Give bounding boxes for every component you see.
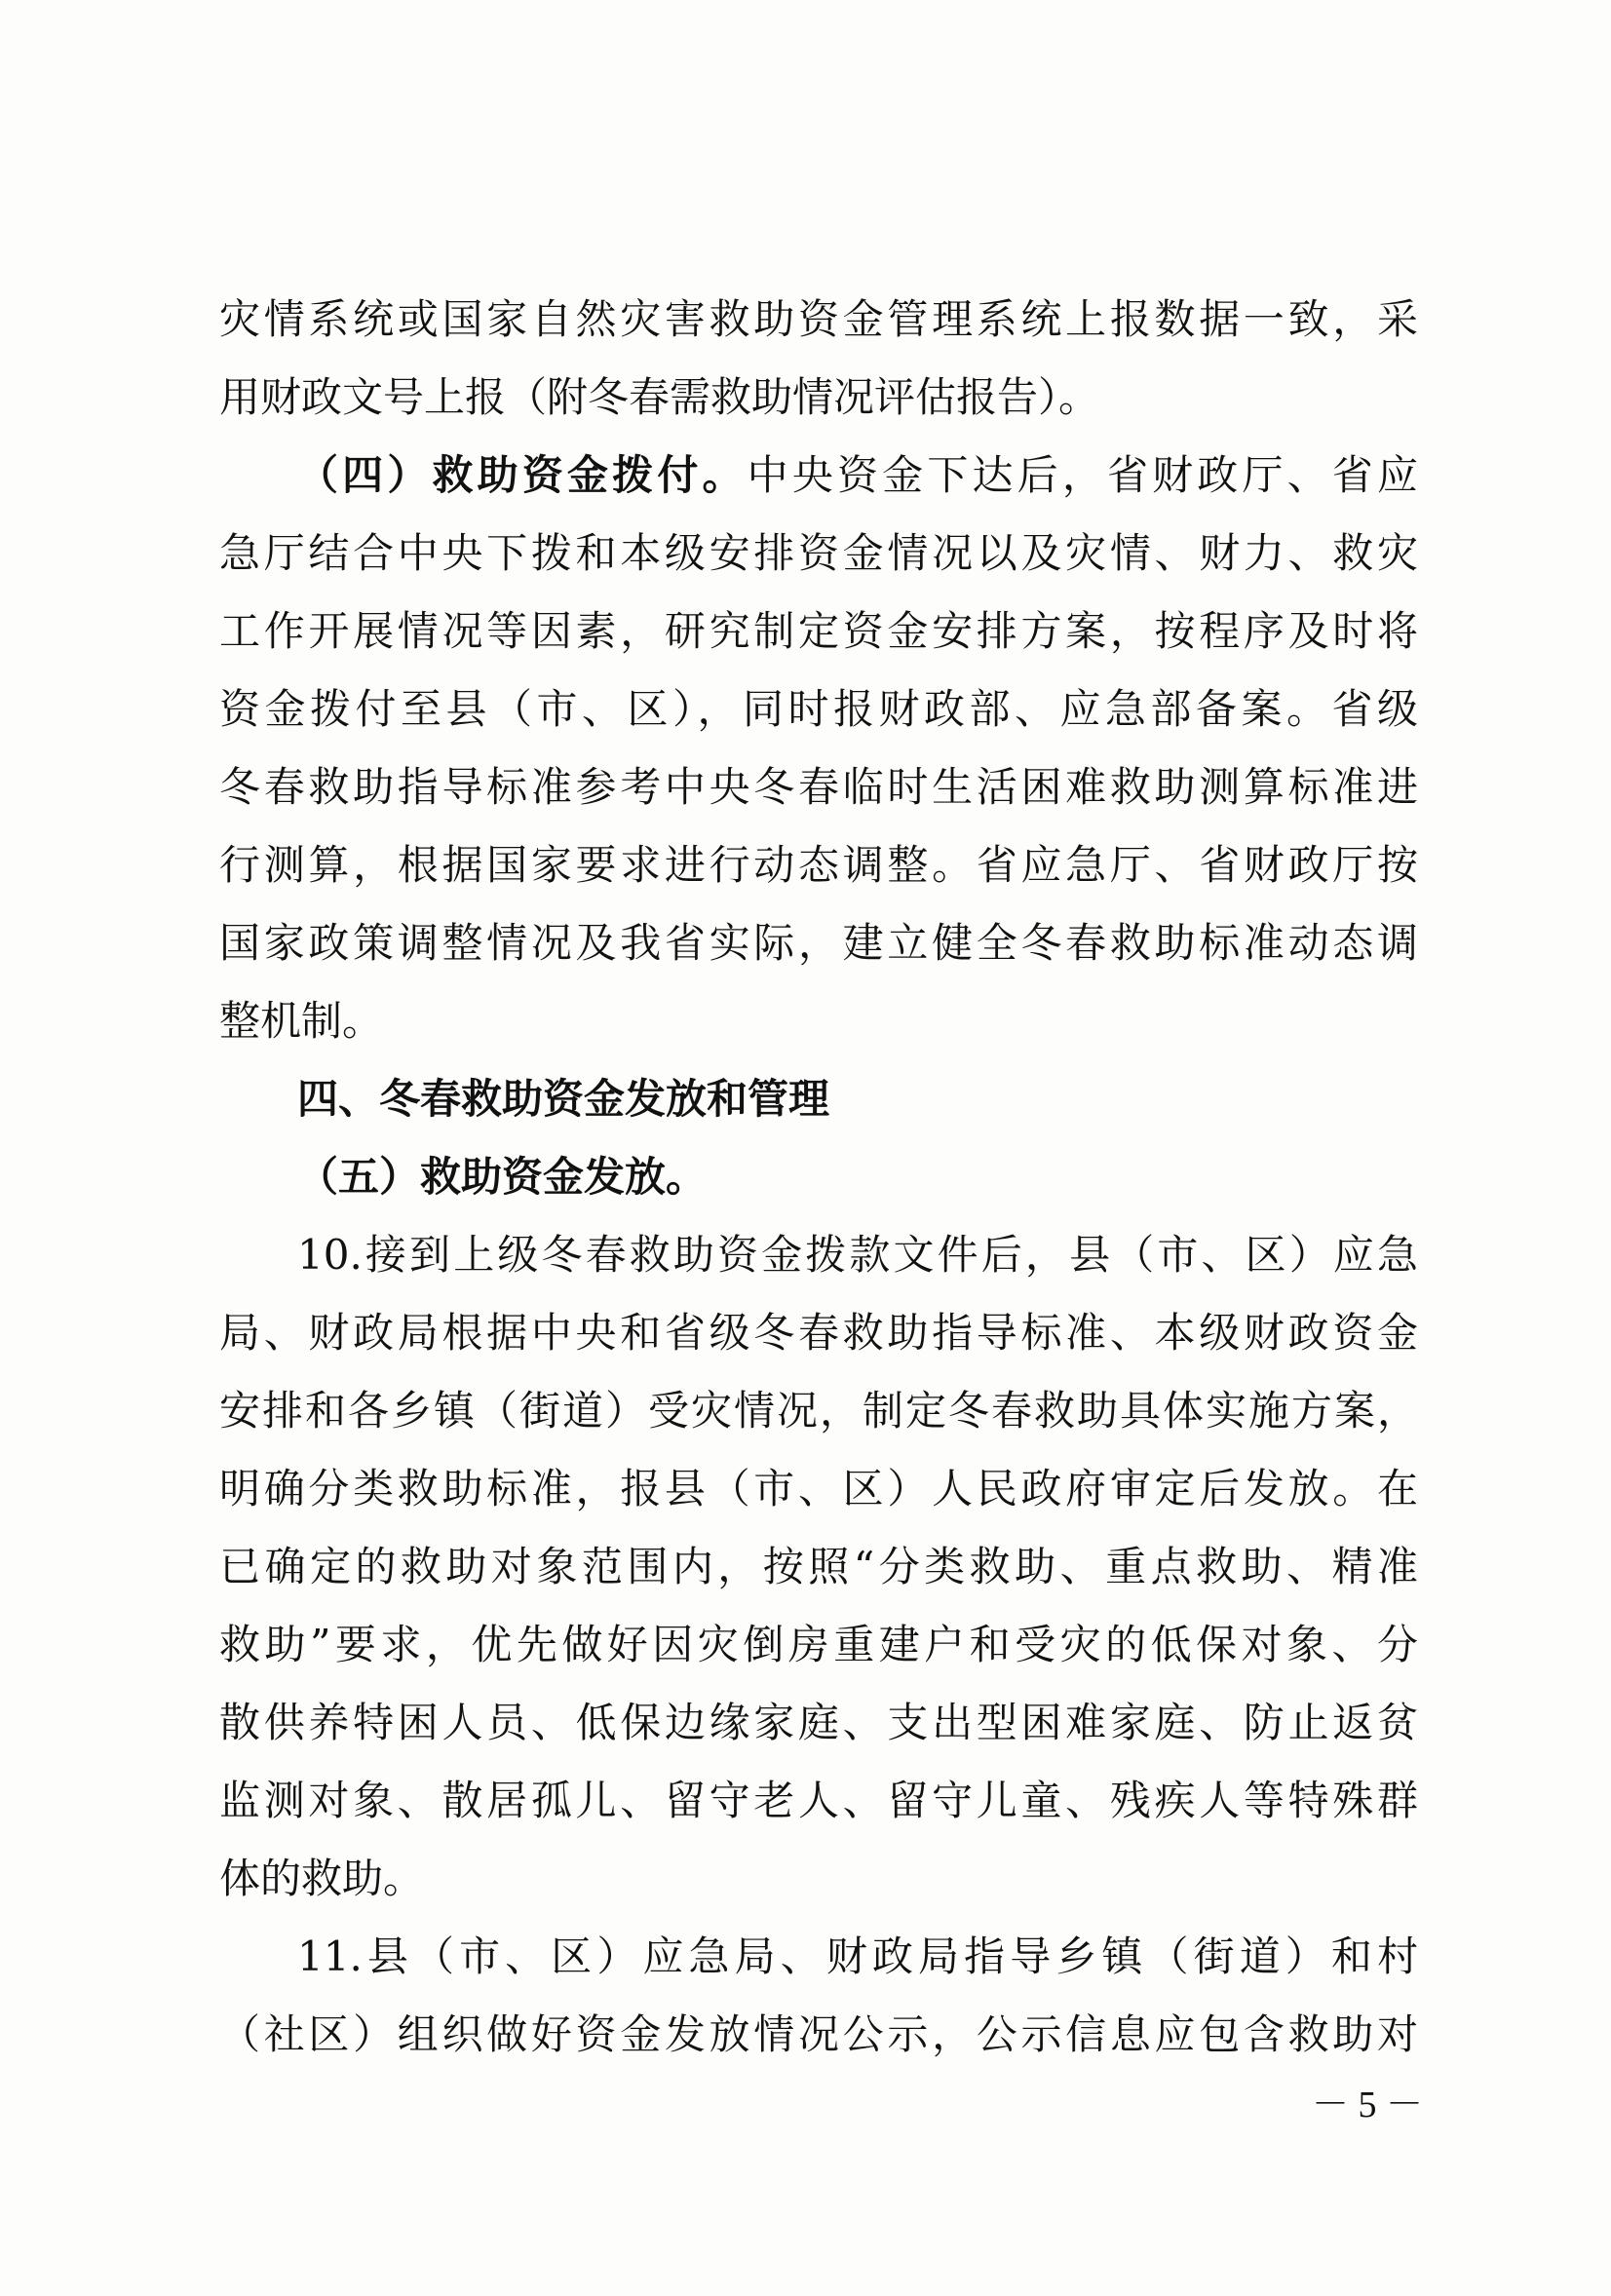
- paragraph-4-first-line: [297, 446, 1418, 505]
- page-number: － 5 －: [1311, 2085, 1423, 2125]
- item-10-first-line: 10.接到上级冬春救助资金拨款文件后，县（市、区）应急: [297, 1231, 1418, 1279]
- text-line: 用财政文号上报（附冬春需救助情况评估报告）。: [219, 373, 1100, 421]
- text-line: 行测算，根据国家要求进行动态调整。省应急厅、省财政厅按: [219, 841, 1418, 889]
- text-line: 灾情系统或国家自然灾害救助资金管理系统上报数据一致，采: [219, 295, 1418, 343]
- text-line: 资金拨付至县（市、区），同时报财政部、应急部备案。省级: [219, 685, 1418, 733]
- sub-heading: （五）救助资金发放。: [297, 1153, 708, 1201]
- text-line: 明确分类救助标准，报县（市、区）人民政府审定后发放。在: [219, 1465, 1418, 1512]
- text-line: 局、财政局根据中央和省级冬春救助指导标准、本级财政资金: [219, 1309, 1418, 1357]
- text-line: 救助”要求，优先做好因灾倒房重建户和受灾的低保对象、分: [219, 1621, 1418, 1668]
- text-line: 急厅结合中央下拨和本级安排资金情况以及灾情、财力、救灾: [219, 529, 1418, 577]
- item-11-first-line: 11.县（市、区）应急局、财政局指导乡镇（街道）和村: [297, 1932, 1418, 1980]
- paragraph-4-text: 中央资金下达后，省财政厅、省应: [747, 451, 1418, 499]
- text-line: 整机制。: [219, 997, 384, 1045]
- text-line: 冬春救助指导标准参考中央冬春临时生活困难救助测算标准进: [219, 763, 1418, 811]
- text-line: 散供养特困人员、低保边缘家庭、支出型困难家庭、防止返贫: [219, 1699, 1418, 1746]
- text-line: 安排和各乡镇（街道）受灾情况，制定冬春救助具体实施方案，: [219, 1387, 1418, 1435]
- text-line: 国家政策调整情况及我省实际，建立健全冬春救助标准动态调: [219, 919, 1418, 967]
- text-line: （社区）组织做好资金发放情况公示，公示信息应包含救助对: [219, 2010, 1418, 2058]
- section-heading: 四、冬春救助资金发放和管理: [297, 1075, 830, 1123]
- paragraph-4-title: （四）救助资金拨付。: [297, 451, 748, 499]
- text-line: 工作开展情况等因素，研究制定资金安排方案，按程序及时将: [219, 607, 1418, 655]
- text-line: 体的救助。: [219, 1855, 425, 1902]
- text-line: 监测对象、散居孤儿、留守老人、留守儿童、残疾人等特殊群: [219, 1777, 1418, 1824]
- text-line: 已确定的救助对象范围内，按照“分类救助、重点救助、精准: [219, 1543, 1418, 1590]
